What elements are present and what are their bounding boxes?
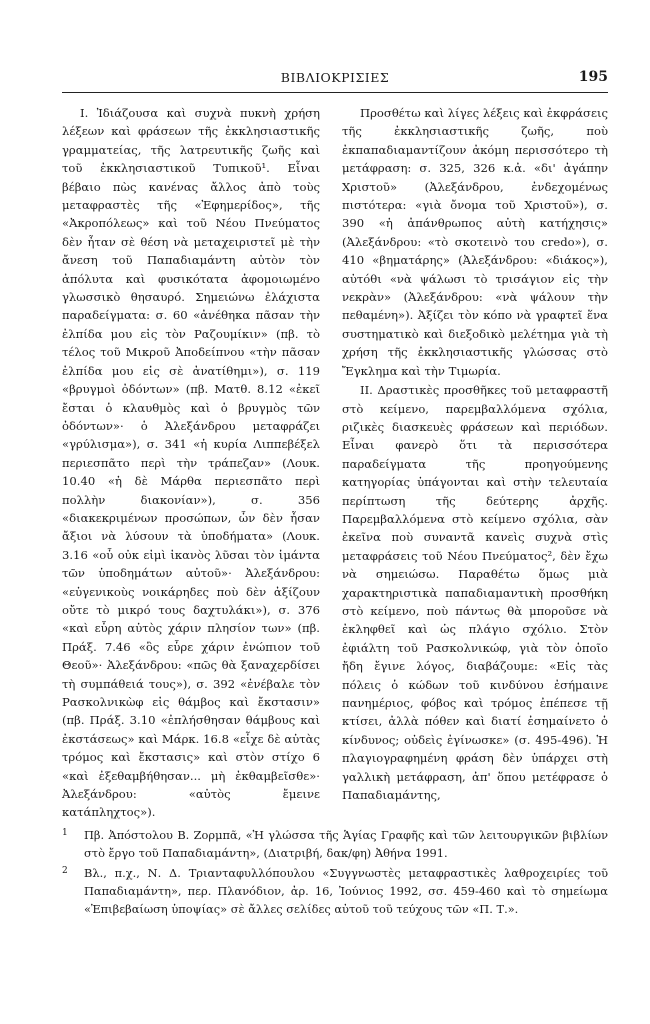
right-paragraph-1: Προσθέτω καὶ λίγες λέξεις καὶ ἐκφράσεις τῆς ἐκκλησιαστικῆς ζωῆς, ποὺ ἐκπαπαδιαμαντίζουν ἀκόμη περισσότερο τὴ μετάφραση: σ. 325, 326 κ.ἀ. «δι' ἀγάπην Χριστοῦ» (Ἀλεξάνδρου, ἐνδεχομένως πιστότερα: «γιὰ ὄνομα τοῦ Χριστοῦ»), σ. 390 «ἡ ἀπάνθρωπος αὐτὴ κατήχησις» (Ἀλεξάνδρου: «τὸ σκοτεινὸ του credo»), σ. 410 «βηματάρης» (Ἀλεξάνδρου: «διάκος»), αὐτόθι «νὰ ψάλωσι τὸ τρισάγιον εἰς τὴν νεκρὰν» (Ἀλεξάνδρου: «νὰ ψάλουν τὴν πεθαμένη»). Ἀξίζει τὸν κόπο νὰ γραφτεῖ ἕνα συστηματικὸ καὶ διεξοδικὸ μελέτημα γιὰ τὴ χρήση τῆς ἐκκλησιαστικῆς γλώσσας στὸ Ἔγκλημα καὶ τὴν Τιμωρία. (342, 106, 608, 378)
right-column (342, 104, 608, 804)
footnote-1 (62, 826, 608, 862)
footnote-mark: 2 (62, 866, 68, 876)
footnote-mark: 1 (62, 828, 68, 838)
header-rule (62, 92, 608, 93)
footnote-text: Βλ., π.χ., Ν. Δ. Τριανταφυλλόπουλου «Συγγνωστὲς μεταφραστικὲς λαθροχειρίες τοῦ Παπαδιαμάντη», περ. Πλανόδιον, ἀρ. 16, Ἰούνιος 1992, σσ. 459-460 καὶ τὸ σημείωμα «Ἐπιβεβαίωση ὑποψίας» σὲ ἄλλες σελίδες αὐτοῦ τοῦ τεύχους τῶν «Π. Τ.». (84, 866, 608, 916)
footnote-2 (62, 864, 608, 918)
footnotes (62, 826, 608, 920)
right-paragraph-2: ΙΙ. Δραστικὲς προσθῆκες τοῦ μεταφραστῆ στὸ κείμενο, παρεμβαλλόμενα σχόλια, ριζικὲς διασκευὲς φράσεων καὶ περιόδων. Εἶναι φανερὸ ὅτι τὰ περισσότερα παραδείγματα τῆς προηγούμενης κατηγορίας ὑπάγονται καὶ στὴν τελευταία περίπτωση τῆς δεύτερης ἀρχῆς. Παρεμβαλλόμενα στὸ κείμενο σχόλια, σὰν ἐκεῖνα ποὺ συναντᾶ κανεὶς συχνὰ στὶς μεταφράσεις τοῦ Νέου Πνεύματος², δὲν ἔχω νὰ σημειώσω. Παραθέτω ὅμως μιὰ χαρακτηριστικὰ παπαδιαμαντικὴ προσθήκη στὸ κείμενο, ποὺ πάντως θὰ μποροῦσε νὰ ἐκληφθεῖ καὶ ὡς πλάγιο σχόλιο. Στὸν ἐφιάλτη τοῦ Ρασκολνικώφ, γιὰ τὸν ὁποῖο ἤδη ἔγινε λόγος, διαβάζουμε: «Εἰς τὰς πόλεις ὁ κώδων τοῦ κινδύνου ἐσήμαινε πανημέριος, φόβος καὶ τρόμος ἐπέπεσε τῇ κτίσει, ἀλλὰ πόθεν καὶ διατί ἐσημαίνετο ὁ κίνδυνος; οὐδεὶς ἐγίνωσκε» (σ. 495-496). Ἡ πλαγιογραφημένη φράση δὲν ὑπάρχει στὴ γαλλικὴ μετάφραση, ἀπ' ὅπου μετέφρασε ὁ Παπαδιαμάντης, (342, 383, 608, 803)
left-paragraph-1: Ι. Ἰδιάζουσα καὶ συχνὰ πυκνὴ χρήση λέξεων καὶ φράσεων τῆς ἐκκλησιαστικῆς γραμματείας, τῆς λατρευτικῆς ζωῆς καὶ τοῦ ἐκκλησιαστικοῦ Τυπικοῦ¹. Εἶναι βέβαιο πὼς κανένας ἄλλος ἀπὸ τοὺς μεταφραστὲς τῆς «Ἐφημερίδος», τῆς «Ἀκροπόλεως» καὶ τοῦ Νέου Πνεύματος δὲν ἦταν σὲ θέση νὰ μεταχειριστεῖ μὲ τὴν ἄνεση τοῦ Παπαδιαμάντη αὐτὸν τὸν ἀπόλυτα καὶ φυσικότατα ἀφομοιωμένο γλωσσικὸ θησαυρό. Σημειώνω ἐλάχιστα παραδείγματα: σ. 60 «ἀνέθηκα πᾶσαν τὴν ἐλπίδα μου εἰς τὸν Ραζουμίκιν» (πβ. τὸ τέλος τοῦ Μικροῦ Ἀποδείπνου «τὴν πᾶσαν ἐλπίδα μου εἰς σὲ ἀνατίθημι»), σ. 119 «βρυγμοὶ ὀδόντων» (πβ. Ματθ. 8.12 «ἐκεῖ ἔσται ὁ κλαυθμὸς καὶ ὁ βρυγμὸς τῶν ὀδόντων»· ὁ Ἀλεξάνδρου μεταφράζει «γρύλισμα»), σ. 341 «ἡ κυρία Λιππεβέξελ περιεσπᾶτο περὶ τὴν τράπεζαν» (Λουκ. 10.40 «ἡ δὲ Μάρθα περιεσπᾶτο περὶ πολλὴν διακονίαν»), σ. 356 «διακεκριμένων προσώπων, ὧν δὲν ἦσαν ἄξιοι νὰ λύσουν τὰ ὑποδήματα» (Λουκ. 3.16 «οὗ οὐκ εἰμὶ ἱκανὸς λῦσαι τὸν ἱμάντα τῶν ὑποδημάτων αὐτοῦ»· Ἀλεξάνδρου: «εὐγενικοὺς νοικάρηδες ποὺ δὲν ἀξίζουν οὔτε τὸ μικρό τους δαχτυλάκι»), σ. 376 «καὶ εὗρη αὐτὸς χάριν πλησίον των» (πβ. Πράξ. 7.46 «ὃς εὗρε χάριν ἐνώπιον τοῦ Θεοῦ»· Ἀλεξάνδρου: «πῶς θὰ ξαναχερδίσει τὴ συμπάθειά τους»), σ. 392 «ἐνέβαλε τὸν Ρασκολνικὼφ εἰς θάμβος καὶ ἔκστασιν» (πβ. Πράξ. 3.10 «ἐπλήσθησαν θάμβους καὶ ἐκστάσεως» καὶ Μάρκ. 16.8 «εἶχε δὲ αὐτὰς τρόμος καὶ ἔκστασις» καὶ στὸν στίχο 6 «καὶ ἐξεθαμβήθησαν... μὴ ἐκθαμβεῖσθε»· Ἀλεξάνδρου: «αὐτὸς ἔμεινε κατάπληχτος»). (62, 106, 320, 820)
footnote-text: Πβ. Ἀπόστολου Β. Ζορμπᾶ, «Ἡ γλώσσα τῆς Ἁγίας Γραφῆς καὶ τῶν λειτουργικῶν βιβλίων στὸ ἔργο τοῦ Παπαδιαμάντη», (Διατριβή, δακ/φη) Ἀθήνα 1991. (84, 828, 608, 860)
running-title: ΒΙΒΛΙΟΚΡΙΣΙΕΣ (280, 70, 390, 85)
left-column (62, 104, 320, 822)
page-number: 195 (578, 69, 608, 85)
page-header (62, 70, 608, 92)
